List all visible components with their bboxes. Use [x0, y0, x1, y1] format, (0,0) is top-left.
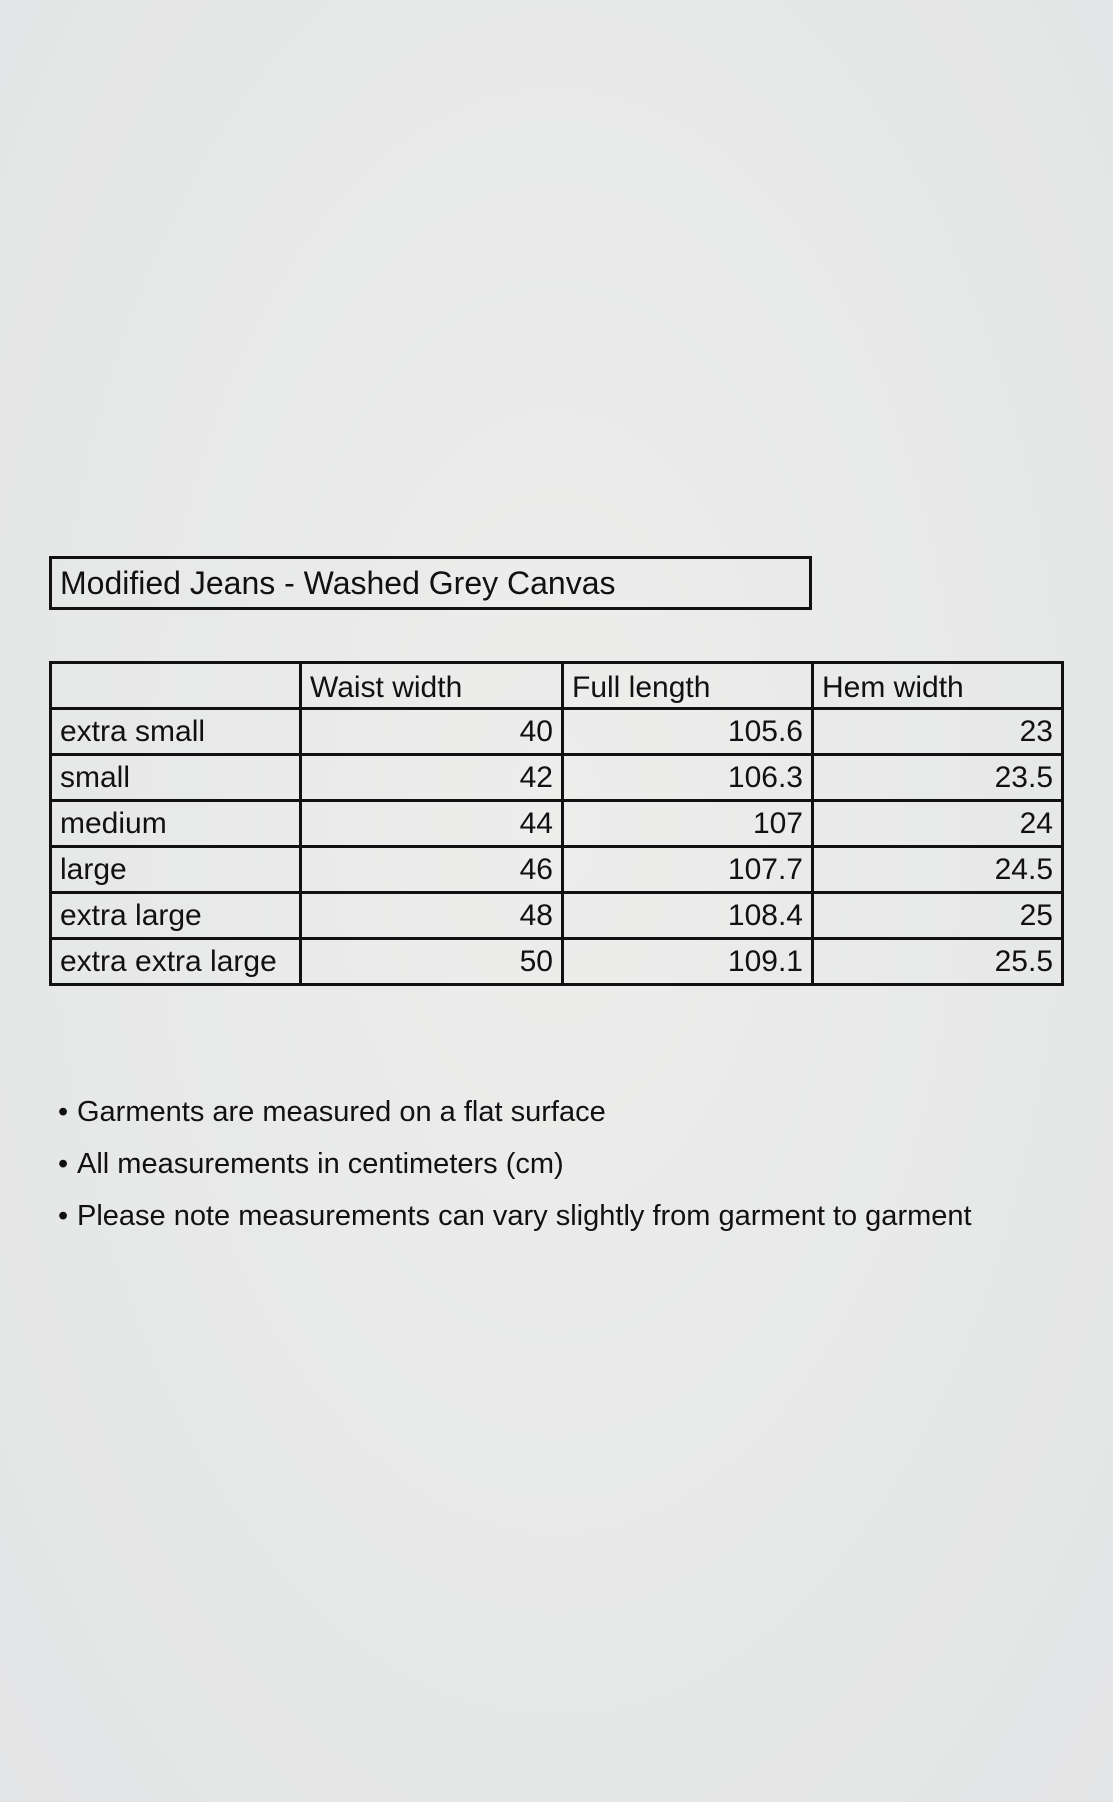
list-item	[58, 1194, 972, 1246]
waist-value: 48	[301, 893, 563, 939]
hem-value: 23	[813, 709, 1063, 755]
product-title-text: Modified Jeans - Washed Grey Canvas	[60, 564, 616, 601]
table-header-row	[51, 663, 1063, 709]
list-item	[58, 1090, 972, 1142]
waist-value: 40	[301, 709, 563, 755]
table-row	[51, 847, 1063, 893]
waist-value: 44	[301, 801, 563, 847]
header-full-length: Full length	[563, 663, 813, 709]
hem-value: 24	[813, 801, 1063, 847]
hem-value: 23.5	[813, 755, 1063, 801]
header-waist-width: Waist width	[301, 663, 563, 709]
hem-value: 24.5	[813, 847, 1063, 893]
waist-value: 42	[301, 755, 563, 801]
list-item	[58, 1142, 972, 1194]
length-value: 108.4	[563, 893, 813, 939]
table-row	[51, 755, 1063, 801]
note-text: Garments are measured on a flat surface	[77, 1096, 606, 1128]
size-label: extra extra large	[51, 939, 301, 985]
hem-value: 25	[813, 893, 1063, 939]
waist-value: 46	[301, 847, 563, 893]
size-label: medium	[51, 801, 301, 847]
hem-value: 25.5	[813, 939, 1063, 985]
header-hem-width: Hem width	[813, 663, 1063, 709]
table-row	[51, 709, 1063, 755]
table-row	[51, 893, 1063, 939]
size-table	[49, 661, 1064, 986]
length-value: 107.7	[563, 847, 813, 893]
table-row	[51, 801, 1063, 847]
table-row	[51, 939, 1063, 985]
bullet-icon: •	[58, 1148, 69, 1180]
bullet-icon: •	[58, 1200, 69, 1232]
size-label: extra large	[51, 893, 301, 939]
waist-value: 50	[301, 939, 563, 985]
note-text: Please note measurements can vary slightly from garment to garment	[77, 1200, 972, 1232]
bullet-icon: •	[58, 1096, 69, 1128]
length-value: 109.1	[563, 939, 813, 985]
length-value: 107	[563, 801, 813, 847]
length-value: 105.6	[563, 709, 813, 755]
header-size	[51, 663, 301, 709]
size-label: extra small	[51, 709, 301, 755]
product-title	[49, 556, 812, 610]
measurement-notes	[58, 1090, 972, 1246]
size-label: large	[51, 847, 301, 893]
note-text: All measurements in centimeters (cm)	[77, 1148, 564, 1180]
size-label: small	[51, 755, 301, 801]
length-value: 106.3	[563, 755, 813, 801]
